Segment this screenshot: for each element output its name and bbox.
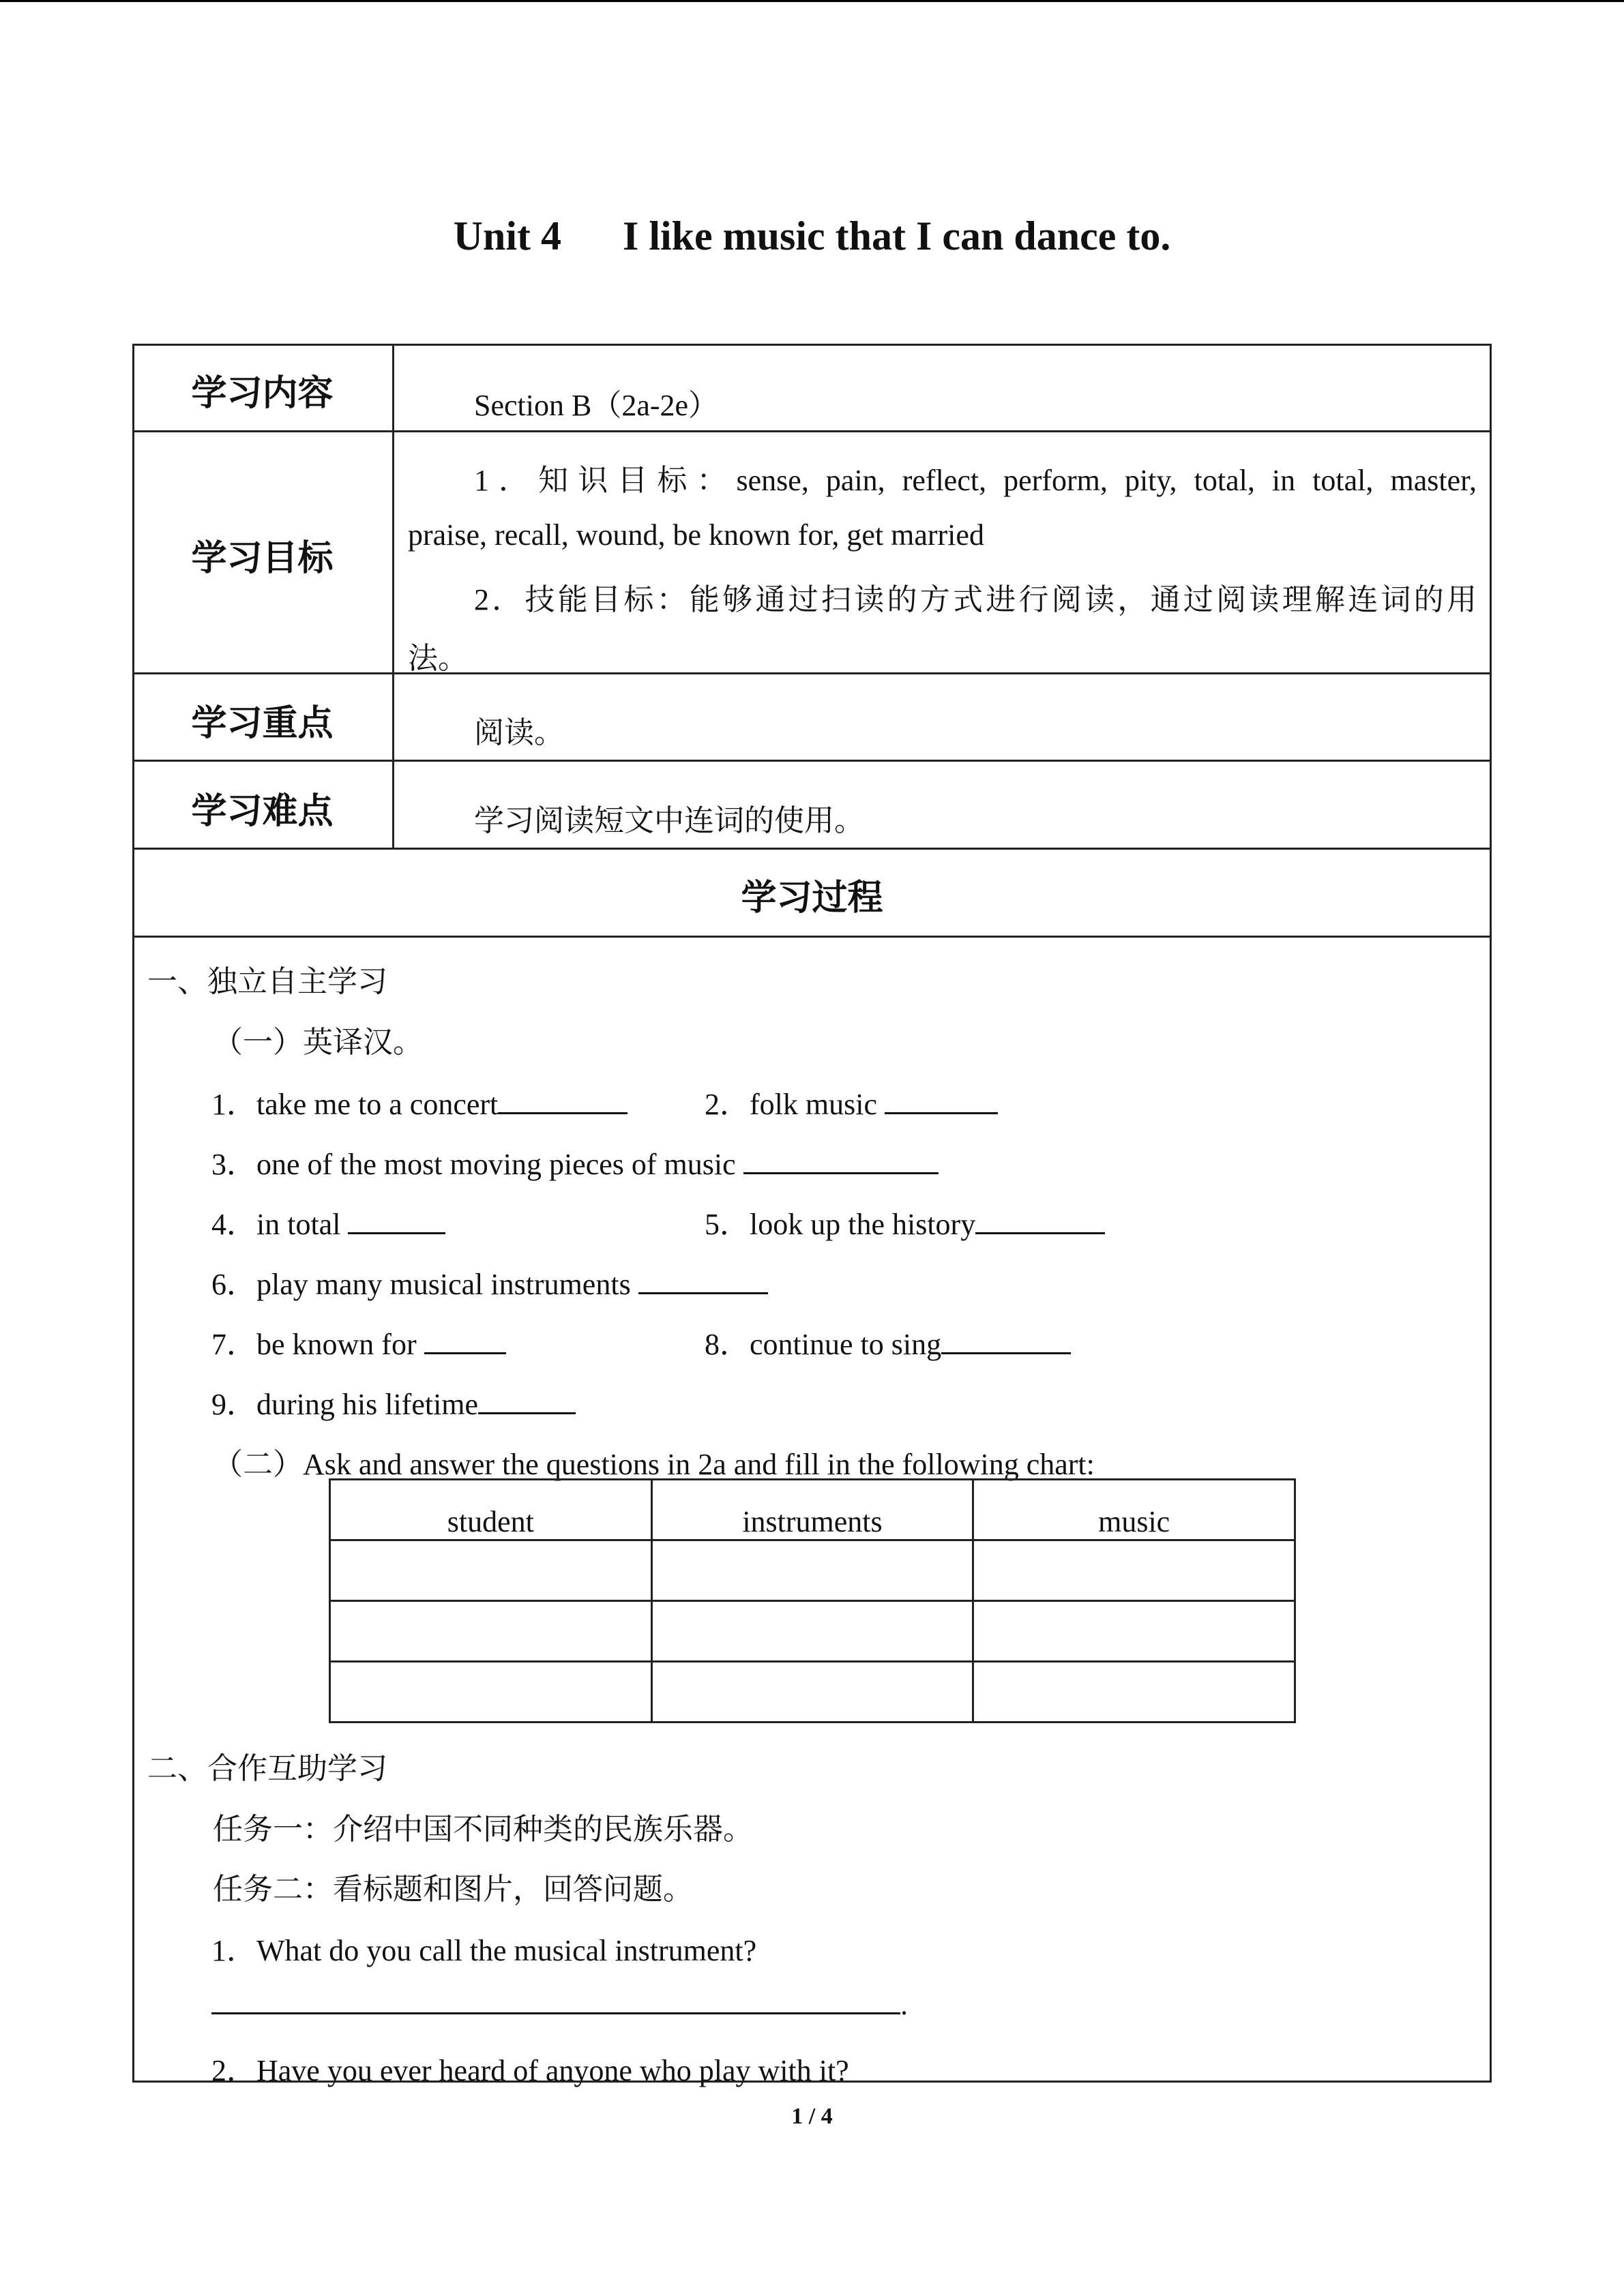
answer-blank[interactable]	[348, 1209, 445, 1234]
chart-cell[interactable]	[973, 1601, 1295, 1662]
list-item: 9．during his lifetime	[211, 1380, 576, 1423]
chart-header-student: student	[330, 1480, 652, 1540]
answer-line: .	[211, 1987, 908, 2022]
skill-goal-line: 2．技能目标：能够通过扫读的方式进行阅读，通过阅读理解连词的用	[474, 583, 1477, 616]
chart-header-music: music	[973, 1480, 1295, 1540]
chart-cell[interactable]	[973, 1540, 1295, 1601]
list-item: 8．continue to sing	[705, 1320, 1071, 1363]
difficulty-value: 学习阅读短文中连词的使用。	[474, 804, 864, 837]
chart-cell[interactable]	[651, 1540, 973, 1601]
answer-blank[interactable]	[498, 1089, 628, 1114]
answer-blank[interactable]	[211, 1989, 900, 2014]
part1-heading: 一、独立自主学习	[147, 965, 387, 998]
knowledge-goal-continued: praise, recall, wound, be known for, get married	[408, 518, 984, 552]
translation-subheading: （一）英译汉。	[213, 1026, 423, 1059]
list-item: 1．take me to a concert	[211, 1079, 628, 1123]
task-one: 任务一：介绍中国不同种类的民族乐器。	[213, 1813, 753, 1846]
chart-cell[interactable]	[651, 1662, 973, 1723]
chart-cell[interactable]	[330, 1601, 652, 1662]
focus-value: 阅读。	[474, 716, 564, 749]
row-divider	[132, 760, 1492, 762]
page-title: Unit 4 I like music that I can dance to.	[453, 213, 1171, 258]
process-heading: 学习过程	[741, 878, 883, 919]
list-item: 3．one of the most moving pieces of music	[211, 1139, 939, 1183]
answer-blank[interactable]	[743, 1149, 939, 1174]
fill-in-chart	[329, 1478, 1296, 1723]
list-item: 2．folk music	[705, 1079, 998, 1123]
difficulty-label: 学习难点	[191, 791, 334, 832]
list-item: 7．be known for	[211, 1320, 506, 1363]
row-divider	[132, 848, 1492, 850]
answer-blank[interactable]	[424, 1329, 506, 1354]
column-divider	[392, 344, 394, 848]
list-item: 4．in total	[211, 1199, 445, 1243]
content-label: 学习内容	[191, 373, 334, 414]
content-value: Section B（2a-2e）	[474, 389, 719, 422]
focus-label: 学习重点	[191, 703, 334, 744]
page-number: 1 / 4	[791, 2104, 833, 2129]
chart-cell[interactable]	[330, 1662, 652, 1723]
answer-blank[interactable]	[638, 1269, 768, 1294]
answer-blank[interactable]	[885, 1089, 998, 1114]
question-two: 2．Have you ever heard of anyone who play with it?	[211, 2054, 849, 2087]
chart-cell[interactable]	[330, 1540, 652, 1601]
row-divider	[132, 672, 1492, 674]
part2-heading: 二、合作互助学习	[147, 1752, 387, 1785]
knowledge-goal-line: 1．知识目标：sense, pain, reflect, perform, pity, total, in total, master,	[474, 464, 1477, 497]
chart-cell[interactable]	[973, 1662, 1295, 1723]
list-item: 5．look up the history	[705, 1199, 1105, 1243]
row-divider	[132, 430, 1492, 432]
chart-cell[interactable]	[651, 1601, 973, 1662]
list-item: 6．play many musical instruments	[211, 1259, 768, 1303]
row-divider	[132, 936, 1492, 938]
chart-instruction: （二）Ask and answer the questions in 2a and fill in the following chart:	[213, 1448, 1095, 1481]
skill-goal-continued: 法。	[408, 642, 468, 675]
answer-blank[interactable]	[941, 1329, 1071, 1354]
answer-blank[interactable]	[478, 1389, 576, 1414]
top-border	[0, 0, 1624, 2]
question-one: 1．What do you call the musical instrument?	[211, 1934, 757, 1967]
chart-header-instruments: instruments	[651, 1480, 973, 1540]
answer-blank[interactable]	[975, 1209, 1105, 1234]
task-two: 任务二：看标题和图片，回答问题。	[213, 1873, 693, 1906]
goals-label: 学习目标	[191, 538, 334, 579]
